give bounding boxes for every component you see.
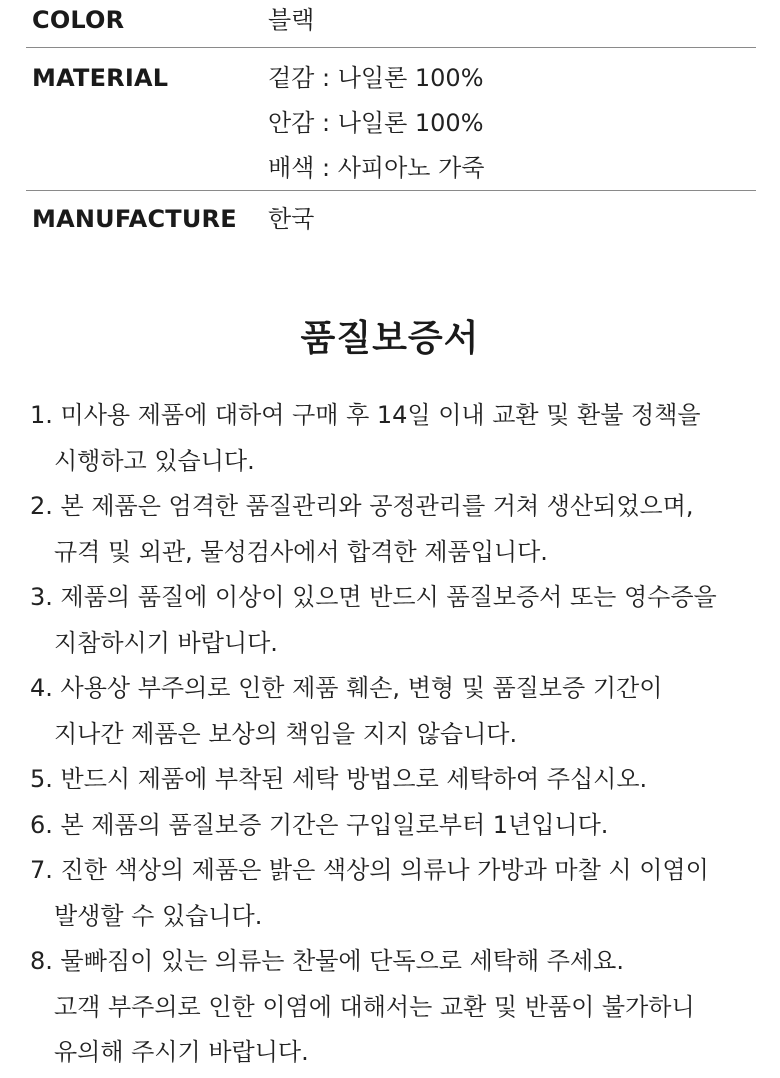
- warranty-item-continuation: 규격 및 외관, 물성검사에서 합격한 제품입니다.: [54, 537, 548, 566]
- spec-label: MANUFACTURE: [32, 205, 237, 233]
- warranty-item-line: 2. 본 제품은 엄격한 품질관리와 공정관리를 거쳐 생산되었으며,: [30, 492, 694, 520]
- spec-row-manufacture: [26, 191, 756, 242]
- warranty-item-line: 4. 사용상 부주의로 인한 제품 훼손, 변형 및 품질보증 기간이: [30, 674, 663, 702]
- warranty-item-continuation: 고객 부주의로 인한 이염에 대해서는 교환 및 반품이 불가하니: [54, 992, 695, 1021]
- warranty-item: [30, 803, 760, 849]
- spec-label: COLOR: [32, 6, 125, 34]
- spec-values: [268, 56, 756, 190]
- warranty-item: [30, 848, 760, 939]
- spec-value: 블랙: [268, 6, 315, 34]
- warranty-item: [30, 484, 760, 575]
- warranty-item-line: 5. 반드시 제품에 부착된 세탁 방법으로 세탁하여 주십시오.: [30, 765, 648, 793]
- warranty-item-line: 6. 본 제품의 품질보증 기간은 구입일로부터 1년입니다.: [30, 810, 609, 839]
- warranty-item-continuation: 지나간 제품은 보상의 책임을 지지 않습니다.: [54, 719, 518, 748]
- spec-row-color: [26, 0, 756, 48]
- spec-row-material: [26, 48, 756, 191]
- warranty-item-continuation: 시행하고 있습니다.: [54, 446, 255, 475]
- warranty-item-line: 1. 미사용 제품에 대하여 구매 후 14일 이내 교환 및 환불 정책을: [30, 401, 701, 429]
- warranty-item-line: 7. 진한 색상의 제품은 밝은 색상의 의류나 가방과 마찰 시 이염이: [30, 856, 709, 884]
- warranty-item: [30, 393, 760, 484]
- warranty-item-line: 3. 제품의 품질에 이상이 있으면 반드시 품질보증서 또는 영수증을: [30, 583, 717, 611]
- warranty-item: [30, 575, 760, 666]
- product-spec-table: [26, 0, 756, 242]
- spec-label: MATERIAL: [32, 64, 169, 92]
- spec-value: 겉감 : 나일론 100%: [268, 64, 484, 92]
- spec-value: 안감 : 나일론 100%: [268, 109, 484, 137]
- spec-values: [268, 197, 756, 242]
- warranty-item-line: 8. 물빠짐이 있는 의류는 찬물에 단독으로 세탁해 주세요.: [30, 947, 624, 975]
- warranty-list: [30, 393, 760, 1076]
- spec-values: [268, 0, 756, 47]
- spec-value: 배색 : 사피아노 가죽: [268, 154, 485, 182]
- warranty-title: 품질보증서: [300, 318, 480, 359]
- warranty-item-continuation: 유의해 주시기 바랍니다.: [54, 1038, 309, 1066]
- warranty-item: [30, 757, 760, 803]
- spec-value: 한국: [268, 205, 315, 233]
- warranty-item-continuation: 지참하시기 바랍니다.: [54, 628, 278, 657]
- warranty-item: [30, 939, 760, 1076]
- warranty-item-continuation: 발생할 수 있습니다.: [54, 901, 263, 930]
- warranty-item: [30, 666, 760, 757]
